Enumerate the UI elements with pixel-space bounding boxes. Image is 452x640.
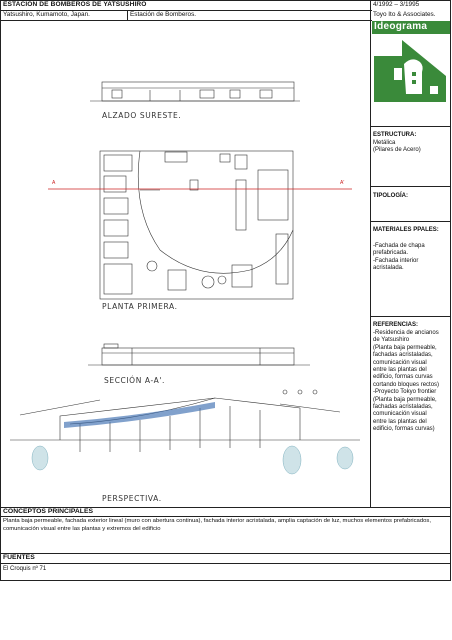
fuentes-heading: FUENTES bbox=[3, 554, 35, 561]
perspective-drawing bbox=[10, 390, 360, 452]
southeast-elevation-drawing bbox=[90, 82, 300, 101]
estructura-text: Metálica (Pilares de Acero) bbox=[373, 140, 421, 154]
referencias-label: REFERENCIAS: bbox=[373, 322, 419, 328]
frame-bottom bbox=[0, 580, 451, 581]
architectural-drawings bbox=[0, 20, 370, 507]
section-label: SECCIÓN A-A'. bbox=[104, 376, 165, 385]
conceptos-rule bbox=[0, 516, 451, 517]
tree-left bbox=[32, 446, 48, 470]
referencias-text: -Residencia de ancianos de Yatsushiro (Planta baja permeable, fachadas acristaladas, comunicación visual entre las plantas del edificio, formas curvas cortando bloques rectos) -Proyecto Tokyo frontier (Planta baja permeable, fachadas acristaladas, comunicación visual entre las plantas del edificio, formas curvas) bbox=[373, 330, 440, 433]
first-floor-plan-drawing bbox=[100, 151, 293, 299]
conceptos-heading: CONCEPTOS PRINCIPALES bbox=[3, 508, 94, 515]
tree-right bbox=[337, 447, 353, 469]
section-a-a-drawing bbox=[88, 344, 310, 365]
plan-label: PLANTA PRIMERA. bbox=[102, 302, 178, 311]
header-divider bbox=[127, 10, 128, 20]
logo-wordmark: Ideograma bbox=[374, 21, 428, 32]
tree-middle bbox=[283, 446, 301, 474]
ideograma-logo-icon bbox=[372, 36, 448, 106]
sidebar-rule-3 bbox=[370, 221, 451, 222]
cut-marker-a: A bbox=[52, 180, 56, 186]
project-author: Toyo Ito & Associates. bbox=[373, 11, 436, 18]
frame-right bbox=[450, 0, 451, 581]
project-title: ESTACIÓN DE BOMBEROS DE YATSUSHIRO bbox=[3, 1, 147, 8]
perspective-label: PERSPECTIVA. bbox=[102, 494, 162, 503]
materiales-text: -Fachada de chapa prefabricada. -Fachada interior acristalada. bbox=[373, 243, 425, 272]
sidebar-rule-2 bbox=[370, 186, 451, 187]
sidebar-divider bbox=[370, 0, 371, 507]
fuentes-rule bbox=[0, 563, 451, 564]
elevation-label: ALZADO SURESTE. bbox=[102, 111, 182, 120]
fuentes-rule-top bbox=[0, 553, 451, 554]
sidebar-rule-4 bbox=[370, 316, 451, 317]
project-name: Estación de Bomberos. bbox=[130, 11, 197, 18]
conceptos-text: Planta baja permeable, fachada exterior lineal (muro con abertura continua), fachada interior acristalada, amplia captación de luz, muchos elementos prefabricados, comunicación visual entre las plantas y extremos del edificio bbox=[3, 518, 431, 532]
sidebar-rule-1 bbox=[370, 126, 451, 127]
materiales-label: MATERIALES PPALES: bbox=[373, 227, 439, 233]
fuentes-text: El Croquis nº 71 bbox=[3, 566, 47, 572]
project-location: Yatsushiro, Kumamoto, Japan. bbox=[3, 11, 90, 18]
tipologia-label: TIPOLOGÍA: bbox=[373, 193, 408, 199]
project-date: 4/1992 – 3/1995 bbox=[373, 1, 420, 8]
estructura-label: ESTRUCTURA: bbox=[373, 132, 417, 138]
glass-facade-band bbox=[64, 402, 215, 428]
cut-marker-a-prime: A' bbox=[340, 180, 345, 186]
